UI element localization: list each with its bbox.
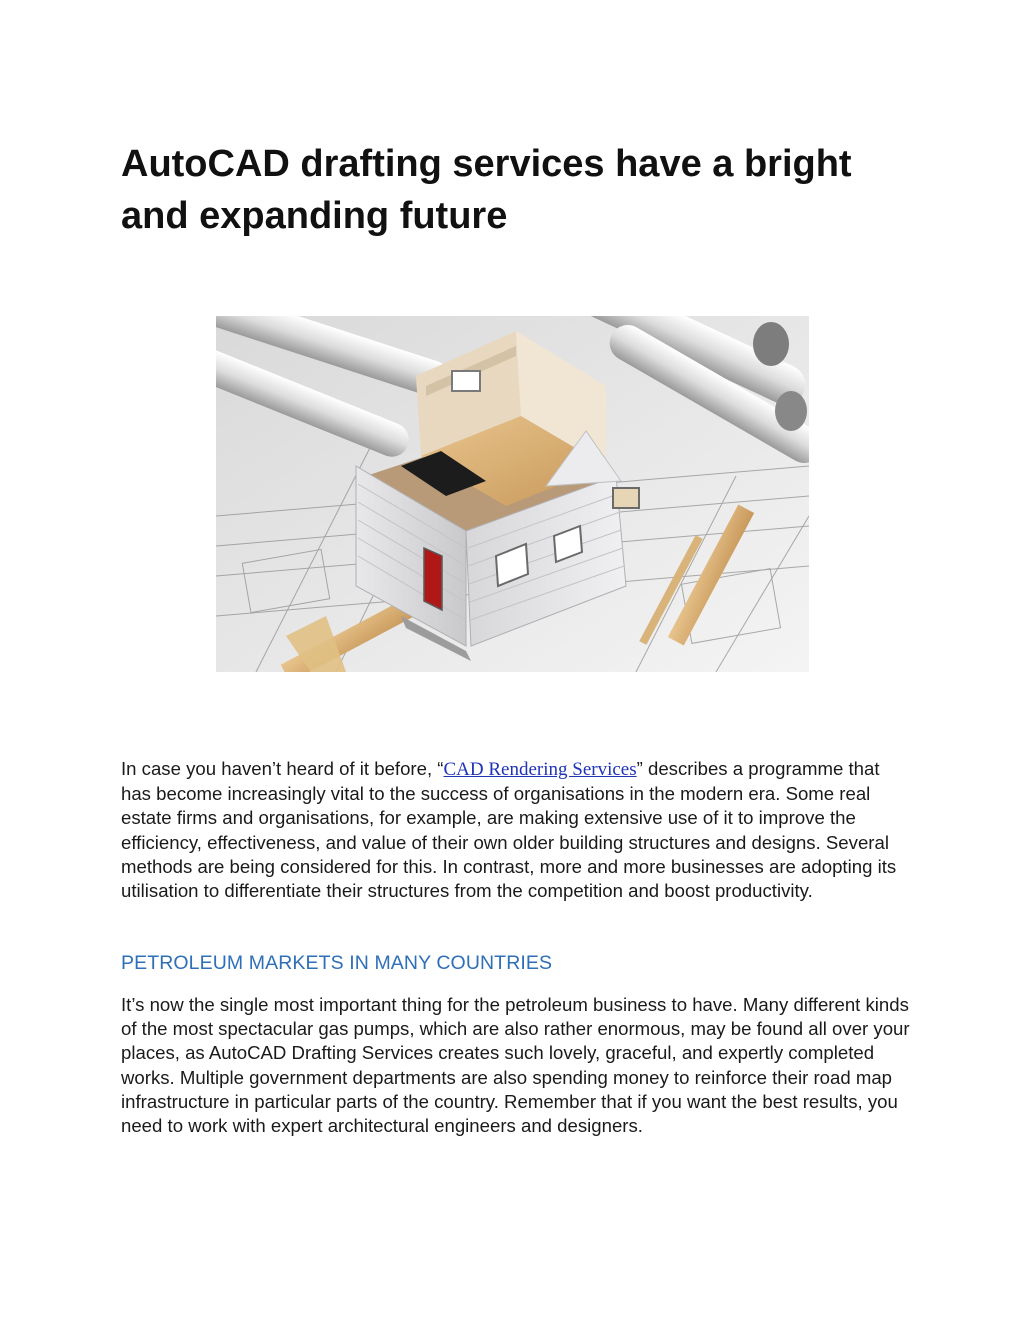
house-model-image	[216, 316, 809, 672]
cad-rendering-services-link[interactable]: CAD Rendering Services	[443, 759, 637, 780]
intro-text-after-link: ” describes a programme that has become increasingly vital to the success of organisations in the modern era. Some real estate firms and organisations, for example, are making extensive use of it to improve the efficiency, effectiveness, and value of their own older building structures and designs. Several methods are being considered for this. In contrast, more and more businesses are adopting its utilisation to differentiate their structures from the competition and boost productivity.	[121, 758, 897, 902]
house-model-on-blueprints-illustration	[216, 316, 809, 672]
intro-paragraph	[121, 757, 911, 903]
petroleum-paragraph: It’s now the single most important thing for the petroleum business to have. Many different kinds of the most spectacular gas pumps, which are also rather enormous, may be found all over your places, as AutoCAD Drafting Services creates such lovely, graceful, and expertly completed works. Multiple government departments are also spending money to reinforce their road map infrastructure in particular parts of the country. Remember that if you want the best results, you need to work with expert architectural engineers and designers.	[121, 994, 910, 1137]
intro-text-before-link: In case you haven’t heard of it before, “	[121, 758, 444, 779]
article-title: AutoCAD drafting services have a bright and expanding future	[121, 143, 852, 237]
section-heading: PETROLEUM MARKETS IN MANY COUNTRIES	[121, 952, 553, 974]
